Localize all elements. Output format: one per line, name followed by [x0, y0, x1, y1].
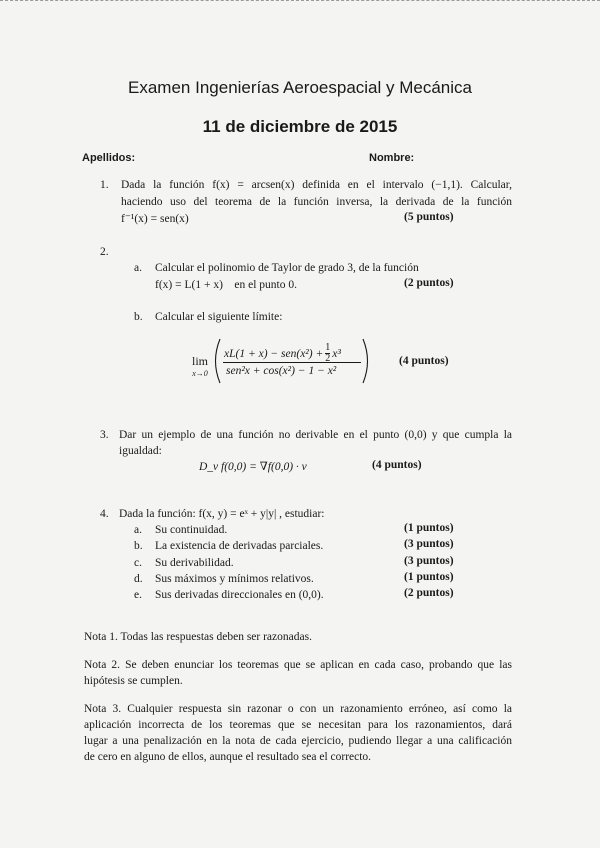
note-2-line-2: hipótesis se cumplen. — [84, 675, 183, 687]
q2a-line-2: f(x) = L(1 + x) en el punto 0. — [155, 279, 297, 291]
nombre-label: Nombre: — [369, 152, 415, 164]
q4-item-label: e. — [134, 589, 142, 601]
q4-item-points: (1 puntos) — [404, 522, 454, 534]
q4-item-label: b. — [134, 540, 143, 552]
q1-line-2: haciendo uso del teorema de la función inversa, la derivada de la función — [121, 196, 512, 208]
note-2-line-1: Nota 2. Se deben enunciar los teoremas que se aplican en cada caso, probando que las — [84, 659, 512, 671]
limit-numerator — [224, 343, 341, 364]
q2b-label: b. — [134, 311, 143, 323]
fraction-numerator: 1 — [325, 342, 331, 353]
one-half-fraction — [325, 343, 330, 364]
note-3-line-4: de cero en alguno de ellos, aunque el resultado sea el correcto. — [84, 751, 372, 763]
q3-points: (4 puntos) — [372, 459, 422, 471]
q3-number: 3. — [100, 429, 109, 441]
q1-line-3: f⁻¹(x) = sen(x) — [121, 213, 189, 225]
q4-item-text: La existencia de derivadas parciales. — [155, 540, 324, 552]
q4-item-points: (3 puntos) — [404, 538, 454, 550]
q2a-label: a. — [134, 262, 142, 274]
numerator-part-1: xL(1 + x) − sen(x²) + — [224, 347, 324, 360]
fraction-denominator: 2 — [325, 353, 331, 364]
left-paren — [210, 338, 222, 384]
q4-intro: Dada la función: f(x, y) = eˣ + y|y| , estudiar: — [119, 508, 325, 520]
q2b-line: Calcular el siguiente límite: — [155, 311, 283, 323]
q2a-line-1: Calcular el polinomio de Taylor de grado 3, de la función — [155, 262, 419, 274]
lim-subscript: x→0 — [192, 369, 208, 378]
q4-item-label: d. — [134, 573, 143, 585]
note-3-line-1: Nota 3. Cualquier respuesta sin razonar o con un razonamiento erróneo, así como la — [84, 703, 512, 715]
numerator-part-2: x³ — [332, 347, 341, 360]
q2b-points: (4 puntos) — [399, 355, 449, 367]
q4-item-points: (1 puntos) — [404, 571, 454, 583]
q4-item-text: Su continuidad. — [155, 524, 228, 536]
q4-item-text: Sus derivadas direccionales en (0,0). — [155, 589, 324, 601]
apellidos-label: Apellidos: — [82, 152, 136, 164]
q1-points: (5 puntos) — [404, 211, 454, 223]
q3-line-1: Dar un ejemplo de una función no derivable en el punto (0,0) y que cumpla la — [119, 429, 512, 441]
q4-number: 4. — [100, 508, 109, 520]
note-3-line-2: aplicación incorrecta de los teoremas que se necesitan para los razonamientos, dará — [84, 719, 512, 731]
q4-item-points: (2 puntos) — [404, 587, 454, 599]
q2-number: 2. — [100, 246, 109, 258]
limit-operator — [188, 354, 212, 378]
exam-date: 11 de diciembre de 2015 — [202, 117, 398, 136]
q4-item-text: Su derivabilidad. — [155, 557, 234, 569]
note-3-line-3: lugar a una penalización en la nota de cada ejercicio, pudiendo llegar a una calificación — [84, 735, 512, 747]
q4-item-points: (3 puntos) — [404, 555, 454, 567]
right-paren — [361, 338, 373, 384]
exam-title: Examen Ingenierías Aeroespacial y Mecánica — [128, 78, 472, 97]
q4-item-label: c. — [134, 557, 142, 569]
q4-item-text: Sus máximos y mínimos relativos. — [155, 573, 314, 585]
q4-item-label: a. — [134, 524, 142, 536]
lim-word: lim — [191, 354, 208, 368]
scan-edge — [0, 0, 600, 4]
limit-denominator: sen²x + cos(x²) − 1 − x² — [226, 365, 337, 377]
q1-line-1: Dada la función f(x) = arcsen(x) definida en el intervalo (−1,1). Calcular, — [121, 179, 512, 191]
q3-formula: D_v f(0,0) = ∇f(0,0) · v — [199, 461, 307, 473]
note-1: Nota 1. Todas las respuestas deben ser razonadas. — [84, 631, 312, 643]
q3-line-2: igualdad: — [119, 445, 162, 457]
fraction-bar — [223, 362, 361, 363]
q2a-points: (2 puntos) — [404, 277, 454, 289]
q1-number: 1. — [100, 179, 109, 191]
